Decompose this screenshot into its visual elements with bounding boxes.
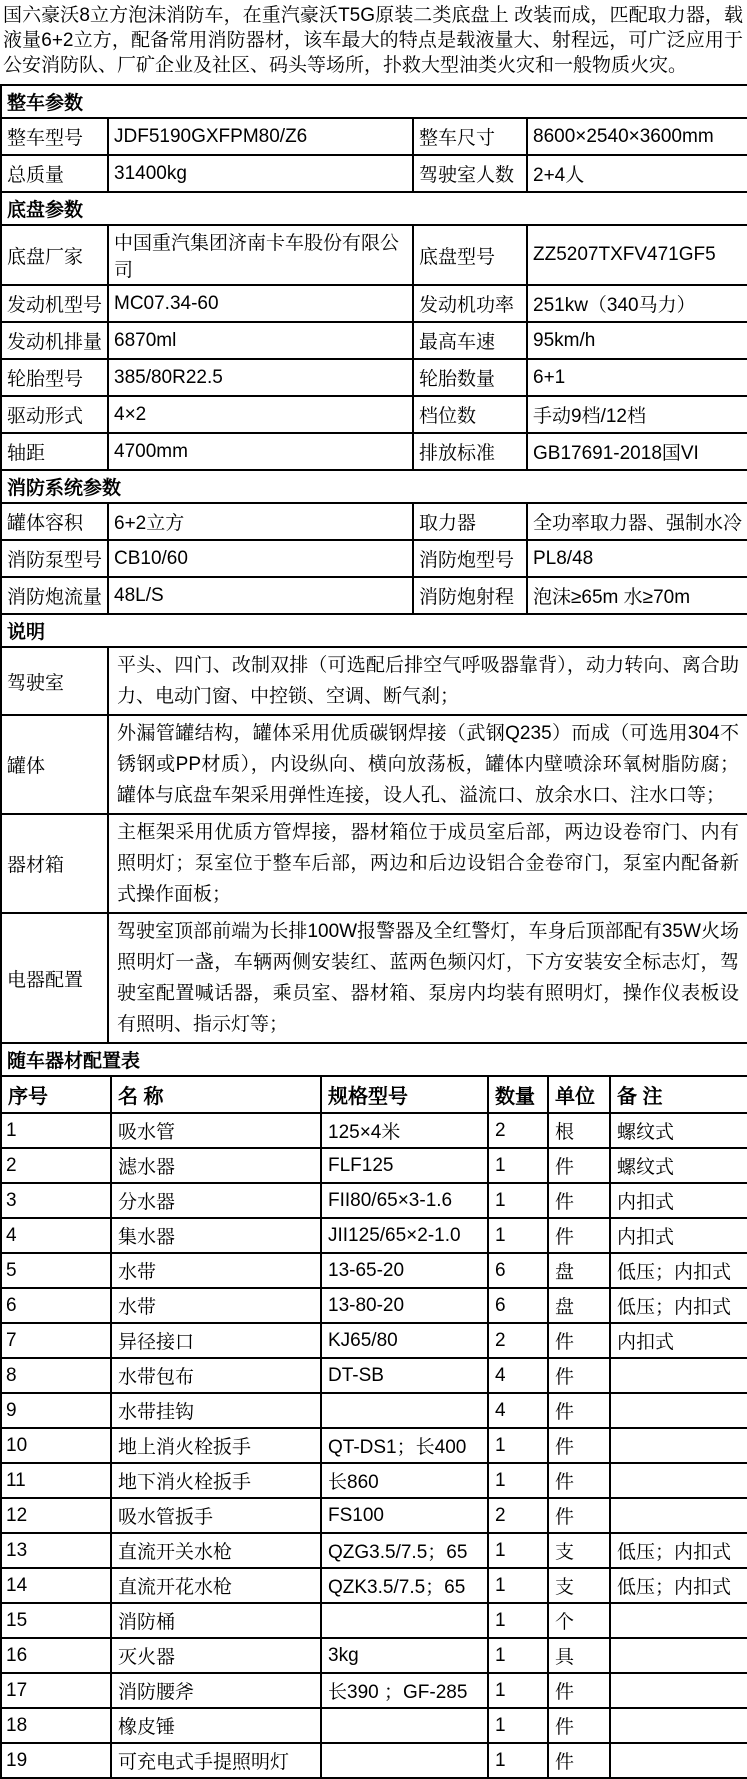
section-header-row (1, 470, 747, 503)
table-row (1, 1253, 747, 1288)
param-label: 底盘型号 (413, 225, 527, 285)
intro-paragraph: 国六豪沃8立方泡沫消防车，在重汽豪沃T5G原装二类底盘上 改装而成，匹配取力器，载液量6+2立方，配备常用消防器材，该车最大的特点是载液量大、射程远，可广泛应用于公安消防队、厂矿企业及社区、码头等场所，扑救大型油类火灾和一般物质火灾。 (3, 5, 743, 76)
note-text: 平头、四门、改制双排（可选配后排空气呼吸器靠背），动力转向、离合助力、电动门窗、中控锁、空调、断气刹； (108, 647, 747, 715)
column-header-spec: 规格型号 (321, 1076, 488, 1113)
equip-serial: 13 (1, 1533, 111, 1568)
section-header-row (1, 85, 747, 118)
table-row (1, 1148, 747, 1183)
equip-remark (610, 1358, 747, 1393)
equip-name: 滤水器 (111, 1148, 321, 1183)
equip-qty: 1 (488, 1603, 548, 1638)
equip-spec (321, 1743, 488, 1778)
param-label: 发动机型号 (1, 285, 108, 322)
equip-serial: 10 (1, 1428, 111, 1463)
table-row (1, 540, 747, 577)
equip-spec: 13-65-20 (321, 1253, 488, 1288)
equip-name: 可充电式手提照明灯 (111, 1743, 321, 1778)
param-label: 发动机功率 (413, 285, 527, 322)
table-row (1, 1673, 747, 1708)
equip-name: 地上消火栓扳手 (111, 1428, 321, 1463)
param-value: 泡沫≥65m 水≥70m (527, 577, 747, 614)
equip-qty: 1 (488, 1148, 548, 1183)
equip-remark (610, 1463, 747, 1498)
equipment-table (0, 1042, 747, 1779)
note-label: 电器配置 (1, 913, 108, 1043)
equip-remark (610, 1498, 747, 1533)
equip-name: 直流开花水枪 (111, 1568, 321, 1603)
equip-name: 分水器 (111, 1183, 321, 1218)
equip-serial: 3 (1, 1183, 111, 1218)
equip-unit: 个 (548, 1603, 610, 1638)
equip-qty: 1 (488, 1743, 548, 1778)
equip-remark (610, 1428, 747, 1463)
table-row (1, 503, 747, 540)
equip-serial: 7 (1, 1323, 111, 1358)
section-title-fire-system: 消防系统参数 (1, 470, 747, 503)
equip-serial: 19 (1, 1743, 111, 1778)
equip-qty: 1 (488, 1638, 548, 1673)
table-row (1, 225, 747, 285)
equip-serial: 5 (1, 1253, 111, 1288)
equip-spec (321, 1393, 488, 1428)
equip-name: 消防腰斧 (111, 1673, 321, 1708)
equip-unit: 件 (548, 1218, 610, 1253)
param-value: 全功率取力器、强制水冷 (527, 503, 747, 540)
note-label: 罐体 (1, 715, 108, 814)
equip-serial: 6 (1, 1288, 111, 1323)
equip-qty: 2 (488, 1323, 548, 1358)
equip-remark: 低压；内扣式 (610, 1253, 747, 1288)
equip-qty: 1 (488, 1533, 548, 1568)
equip-remark: 螺纹式 (610, 1113, 747, 1148)
param-value: 4700mm (108, 433, 413, 470)
equip-name: 吸水管扳手 (111, 1498, 321, 1533)
table-row (1, 1323, 747, 1358)
section-title-notes: 说明 (1, 614, 747, 647)
table-row (1, 1498, 747, 1533)
table-row (1, 1708, 747, 1743)
equip-spec: QT-DS1；长400 (321, 1428, 488, 1463)
param-label: 轮胎型号 (1, 359, 108, 396)
column-header-name: 名 称 (111, 1076, 321, 1113)
equip-remark (610, 1638, 747, 1673)
equip-spec: KJ65/80 (321, 1323, 488, 1358)
equip-serial: 2 (1, 1148, 111, 1183)
table-row (1, 433, 747, 470)
equip-qty: 6 (488, 1288, 548, 1323)
equip-qty: 1 (488, 1708, 548, 1743)
param-value: JDF5190GXFPM80/Z6 (108, 118, 413, 155)
table-row (1, 1463, 747, 1498)
equip-name: 地下消火栓扳手 (111, 1463, 321, 1498)
param-label: 轮胎数量 (413, 359, 527, 396)
table-row (1, 1568, 747, 1603)
equip-serial: 11 (1, 1463, 111, 1498)
param-label: 驱动形式 (1, 396, 108, 433)
equip-unit: 件 (548, 1323, 610, 1358)
equip-unit: 件 (548, 1183, 610, 1218)
equip-spec: QZG3.5/7.5；65 (321, 1533, 488, 1568)
equip-unit: 件 (548, 1148, 610, 1183)
table-row (1, 1358, 747, 1393)
equip-remark (610, 1673, 747, 1708)
equip-remark (610, 1603, 747, 1638)
equip-spec (321, 1708, 488, 1743)
equip-spec: 125×4米 (321, 1113, 488, 1148)
param-label: 轴距 (1, 433, 108, 470)
equip-serial: 8 (1, 1358, 111, 1393)
equip-unit: 件 (548, 1673, 610, 1708)
equip-qty: 6 (488, 1253, 548, 1288)
equip-spec: 长390 ；GF-285 (321, 1673, 488, 1708)
equip-remark: 内扣式 (610, 1323, 747, 1358)
equip-spec: JII125/65×2-1.0 (321, 1218, 488, 1253)
column-header-serial: 序号 (1, 1076, 111, 1113)
equip-name: 灭火器 (111, 1638, 321, 1673)
table-row (1, 647, 747, 715)
equip-unit: 根 (548, 1113, 610, 1148)
note-text: 驾驶室顶部前端为长排100W报警器及全红警灯，车身后顶部配有35W火场照明灯一盏，车辆两侧安装红、蓝两色频闪灯，下方安装安全标志灯，驾驶室配置喊话器，乘员室、器材箱、泵房内均装有照明灯，操作仪表板设有照明、指示灯等； (108, 913, 747, 1043)
param-value: 48L/S (108, 577, 413, 614)
section-header-row (1, 192, 747, 225)
param-label: 发动机排量 (1, 322, 108, 359)
equip-unit: 具 (548, 1638, 610, 1673)
param-value: 2+4人 (527, 155, 747, 192)
param-value: 251kw（340马力） (527, 285, 747, 322)
equip-name: 集水器 (111, 1218, 321, 1253)
param-value: 95km/h (527, 322, 747, 359)
equip-qty: 2 (488, 1498, 548, 1533)
param-label: 底盘厂家 (1, 225, 108, 285)
equip-serial: 15 (1, 1603, 111, 1638)
table-row (1, 577, 747, 614)
table-row (1, 913, 747, 1043)
table-row (1, 322, 747, 359)
table-row (1, 1113, 747, 1148)
param-label: 最高车速 (413, 322, 527, 359)
param-value: 385/80R22.5 (108, 359, 413, 396)
table-row (1, 1218, 747, 1253)
table-row (1, 118, 747, 155)
equip-serial: 17 (1, 1673, 111, 1708)
param-value: GB17691-2018国VI (527, 433, 747, 470)
equip-name: 橡皮锤 (111, 1708, 321, 1743)
equip-serial: 18 (1, 1708, 111, 1743)
equip-spec: FLF125 (321, 1148, 488, 1183)
equip-name: 水带包布 (111, 1358, 321, 1393)
param-value: ZZ5207TXFV471GF5 (527, 225, 747, 285)
param-value: 6870ml (108, 322, 413, 359)
equip-qty: 4 (488, 1358, 548, 1393)
equip-unit: 件 (548, 1463, 610, 1498)
column-header-qty: 数量 (488, 1076, 548, 1113)
equip-unit: 件 (548, 1743, 610, 1778)
equip-remark: 低压；内扣式 (610, 1533, 747, 1568)
param-value: 4×2 (108, 396, 413, 433)
equip-name: 异径接口 (111, 1323, 321, 1358)
param-label: 罐体容积 (1, 503, 108, 540)
section-header-row (1, 1043, 747, 1076)
equip-unit: 件 (548, 1428, 610, 1463)
equip-name: 水带 (111, 1288, 321, 1323)
equip-qty: 1 (488, 1568, 548, 1603)
param-value: 8600×2540×3600mm (527, 118, 747, 155)
param-label: 排放标准 (413, 433, 527, 470)
param-label: 总质量 (1, 155, 108, 192)
param-label: 消防炮射程 (413, 577, 527, 614)
equip-name: 水带挂钩 (111, 1393, 321, 1428)
table-row (1, 155, 747, 192)
equip-spec: FII80/65×3-1.6 (321, 1183, 488, 1218)
param-label: 取力器 (413, 503, 527, 540)
column-header-unit: 单位 (548, 1076, 610, 1113)
notes-table (0, 613, 747, 1044)
equip-remark (610, 1393, 747, 1428)
equip-name: 吸水管 (111, 1113, 321, 1148)
equip-remark: 内扣式 (610, 1218, 747, 1253)
param-label: 整车尺寸 (413, 118, 527, 155)
param-value: PL8/48 (527, 540, 747, 577)
equip-remark: 内扣式 (610, 1183, 747, 1218)
param-value: 6+1 (527, 359, 747, 396)
param-value: 31400kg (108, 155, 413, 192)
param-label: 消防炮流量 (1, 577, 108, 614)
equip-remark (610, 1743, 747, 1778)
param-label: 驾驶室人数 (413, 155, 527, 192)
param-value: 中国重汽集团济南卡车股份有限公司 (108, 225, 413, 285)
equip-unit: 盘 (548, 1253, 610, 1288)
equip-remark: 螺纹式 (610, 1148, 747, 1183)
equip-spec: 长860 (321, 1463, 488, 1498)
table-row (1, 1603, 747, 1638)
column-header-remark: 备 注 (610, 1076, 747, 1113)
note-text: 外漏管罐结构，罐体采用优质碳钢焊接（武钢Q235）而成（可选用304不锈钢或PP材质），内设纵向、横向放荡板，罐体内壁喷涂环氧树脂防腐；罐体与底盘车架采用弹性连接，设人孔、溢流口、放余水口、注水口等； (108, 715, 747, 814)
equip-name: 直流开关水枪 (111, 1533, 321, 1568)
equip-unit: 支 (548, 1533, 610, 1568)
equip-qty: 1 (488, 1463, 548, 1498)
param-label: 整车型号 (1, 118, 108, 155)
table-row (1, 1288, 747, 1323)
equip-spec: QZK3.5/7.5；65 (321, 1568, 488, 1603)
table-row (1, 1743, 747, 1778)
table-row (1, 715, 747, 814)
equipment-header-row (1, 1076, 747, 1113)
param-label: 消防炮型号 (413, 540, 527, 577)
param-value: 6+2立方 (108, 503, 413, 540)
param-label: 档位数 (413, 396, 527, 433)
equip-remark: 低压；内扣式 (610, 1288, 747, 1323)
section-title-vehicle: 整车参数 (1, 85, 747, 118)
equip-qty: 4 (488, 1393, 548, 1428)
equip-unit: 件 (548, 1708, 610, 1743)
equip-unit: 件 (548, 1498, 610, 1533)
equip-unit: 支 (548, 1568, 610, 1603)
equip-spec: FS100 (321, 1498, 488, 1533)
equip-qty: 1 (488, 1218, 548, 1253)
note-label: 驾驶室 (1, 647, 108, 715)
equip-serial: 1 (1, 1113, 111, 1148)
equip-spec: 13-80-20 (321, 1288, 488, 1323)
param-value: CB10/60 (108, 540, 413, 577)
equip-serial: 9 (1, 1393, 111, 1428)
chassis-params-table (0, 191, 747, 471)
equip-remark (610, 1708, 747, 1743)
param-value: MC07.34-60 (108, 285, 413, 322)
equip-qty: 1 (488, 1673, 548, 1708)
note-label: 器材箱 (1, 814, 108, 913)
equip-name: 消防桶 (111, 1603, 321, 1638)
section-title-chassis: 底盘参数 (1, 192, 747, 225)
equip-serial: 14 (1, 1568, 111, 1603)
param-value: 手动9档/12档 (527, 396, 747, 433)
table-row (1, 396, 747, 433)
table-row (1, 1183, 747, 1218)
equip-unit: 盘 (548, 1288, 610, 1323)
equip-unit: 件 (548, 1393, 610, 1428)
table-row (1, 285, 747, 322)
equip-name: 水带 (111, 1253, 321, 1288)
note-text: 主框架采用优质方管焊接，器材箱位于成员室后部，两边设卷帘门、内有照明灯；泵室位于整车后部，两边和后边设铝合金卷帘门，泵室内配备新式操作面板； (108, 814, 747, 913)
table-row (1, 814, 747, 913)
table-row (1, 1428, 747, 1463)
table-row (1, 1638, 747, 1673)
vehicle-params-table (0, 84, 747, 193)
table-row (1, 1533, 747, 1568)
equip-qty: 2 (488, 1113, 548, 1148)
equip-qty: 1 (488, 1428, 548, 1463)
equip-serial: 12 (1, 1498, 111, 1533)
equip-spec: 3kg (321, 1638, 488, 1673)
equip-serial: 16 (1, 1638, 111, 1673)
equip-qty: 1 (488, 1183, 548, 1218)
table-row (1, 359, 747, 396)
section-title-equipment: 随车器材配置表 (1, 1043, 747, 1076)
table-row (1, 1393, 747, 1428)
section-header-row (1, 614, 747, 647)
equip-serial: 4 (1, 1218, 111, 1253)
equip-spec (321, 1603, 488, 1638)
equip-spec: DT-SB (321, 1358, 488, 1393)
fire-system-params-table (0, 469, 747, 615)
equip-unit: 件 (548, 1358, 610, 1393)
param-label: 消防泵型号 (1, 540, 108, 577)
equip-remark: 低压；内扣式 (610, 1568, 747, 1603)
